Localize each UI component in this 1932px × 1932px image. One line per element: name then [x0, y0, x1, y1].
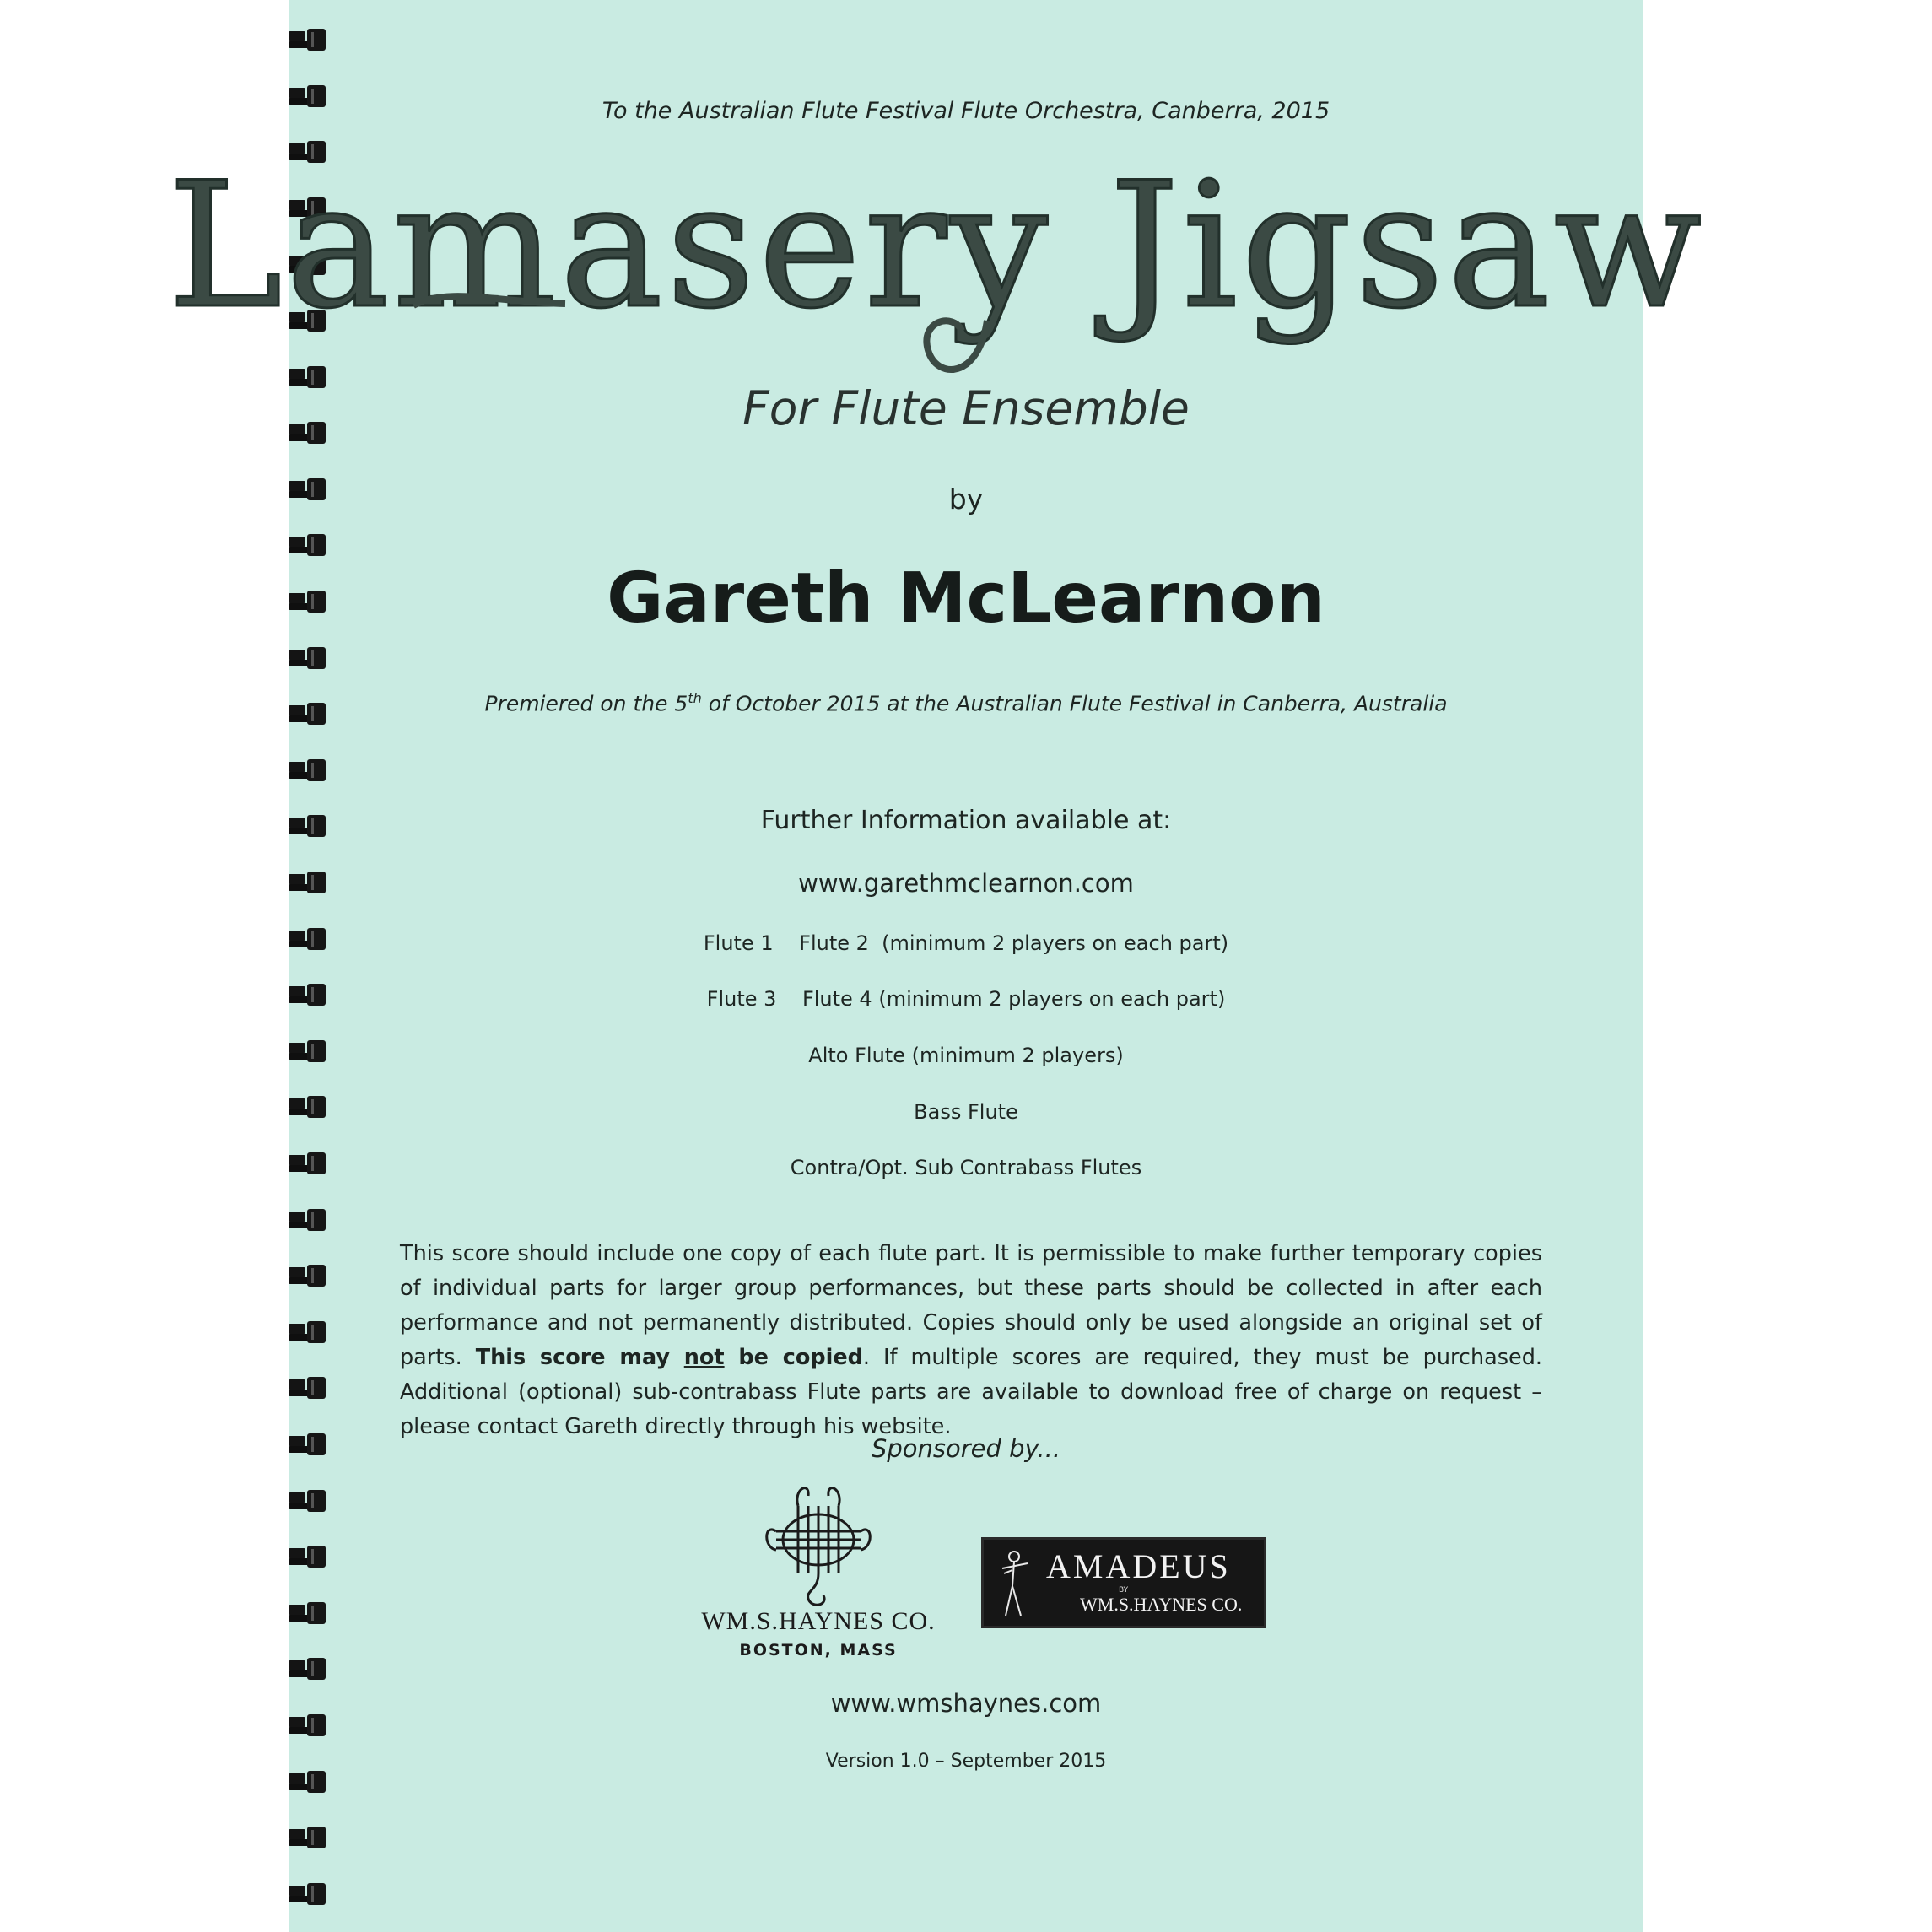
version-note: Version 1.0 – September 2015	[825, 1751, 1107, 1772]
subtitle: For Flute Ensemble	[742, 381, 1190, 435]
binding-ring	[289, 1546, 329, 1568]
instrumentation-line: Bass Flute	[914, 1100, 1018, 1124]
binding-ring	[289, 647, 329, 669]
binding-ring	[289, 1658, 329, 1680]
sponsored-by-label: Sponsored by...	[871, 1434, 1061, 1463]
amadeus-by: BY	[1119, 1586, 1129, 1595]
binding-ring	[289, 1321, 329, 1343]
binding-ring	[289, 1377, 329, 1399]
binding-ring	[289, 1265, 329, 1287]
binding-ring	[289, 759, 329, 781]
amadeus-title: AMADEUS	[1046, 1547, 1231, 1585]
instrumentation-line: Contra/Opt. Sub Contrabass Flutes	[790, 1156, 1142, 1179]
flutist-figure-icon	[997, 1548, 1031, 1621]
notice-bold-end: be copied	[724, 1345, 863, 1370]
notice-text: This score should include one copy of each flute part. It is permissible to make further temporary copies of individual parts for larger group performances, but these parts should be collected in after each performance and not permanently distributed. Copies should only be used alongside an original set of parts.	[400, 1241, 1542, 1370]
title-lettering	[167, 110, 1706, 380]
haynes-company-name: WM.S.HAYNES CO.	[701, 1607, 936, 1635]
premiere-text-start: Premiered on the 5	[484, 691, 688, 716]
composer-name: Gareth McLearnon	[607, 559, 1325, 639]
dedication: To the Australian Flute Festival Flute Orchestra, Canberra, 2015	[602, 98, 1330, 124]
binding-ring	[289, 1827, 329, 1848]
binding-ring	[289, 1490, 329, 1512]
binding-ring	[289, 1602, 329, 1624]
haynes-logo-icon	[717, 1472, 920, 1666]
title-text: Lamasery Jigsaw	[167, 146, 1706, 347]
binding-ring	[289, 1771, 329, 1793]
further-info-label: Further Information available at:	[760, 806, 1172, 835]
binding-ring	[289, 1883, 329, 1905]
by-label: by	[948, 483, 984, 515]
notice-bold	[476, 1345, 863, 1370]
notice-bold-start: This score may	[475, 1345, 684, 1370]
copying-notice	[400, 1237, 1542, 1444]
binding-ring	[289, 29, 329, 51]
premiere-note	[289, 690, 1643, 715]
binding-ring	[289, 1209, 329, 1231]
amadeus-logo	[981, 1537, 1266, 1628]
premiere-superscript: th	[688, 690, 702, 706]
premiere-text-end: of October 2015 at the Australian Flute Festival in Canberra, Australia	[701, 691, 1448, 716]
binding-ring	[289, 534, 329, 556]
instrumentation-line: Flute 1 Flute 2 (minimum 2 players on each part)	[703, 931, 1229, 955]
instrumentation-line: Alto Flute (minimum 2 players)	[808, 1044, 1124, 1067]
notice-text-end: . If multiple scores are required, they must be purchased. Additional (optional) sub-contrabass Flute parts are available to download free of charge on request – please contact Gareth directly through his website.	[400, 1345, 1542, 1439]
instrumentation-line: Flute 3 Flute 4 (minimum 2 players on each part)	[706, 987, 1226, 1011]
amadeus-subtitle: WM.S.HAYNES CO.	[1080, 1594, 1243, 1615]
composer-website: www.garethmclearnon.com	[798, 869, 1134, 898]
notice-emphasis: not	[683, 1345, 725, 1370]
sponsor-website: www.wmshaynes.com	[830, 1689, 1102, 1718]
haynes-location: BOSTON, MASS	[739, 1641, 898, 1659]
